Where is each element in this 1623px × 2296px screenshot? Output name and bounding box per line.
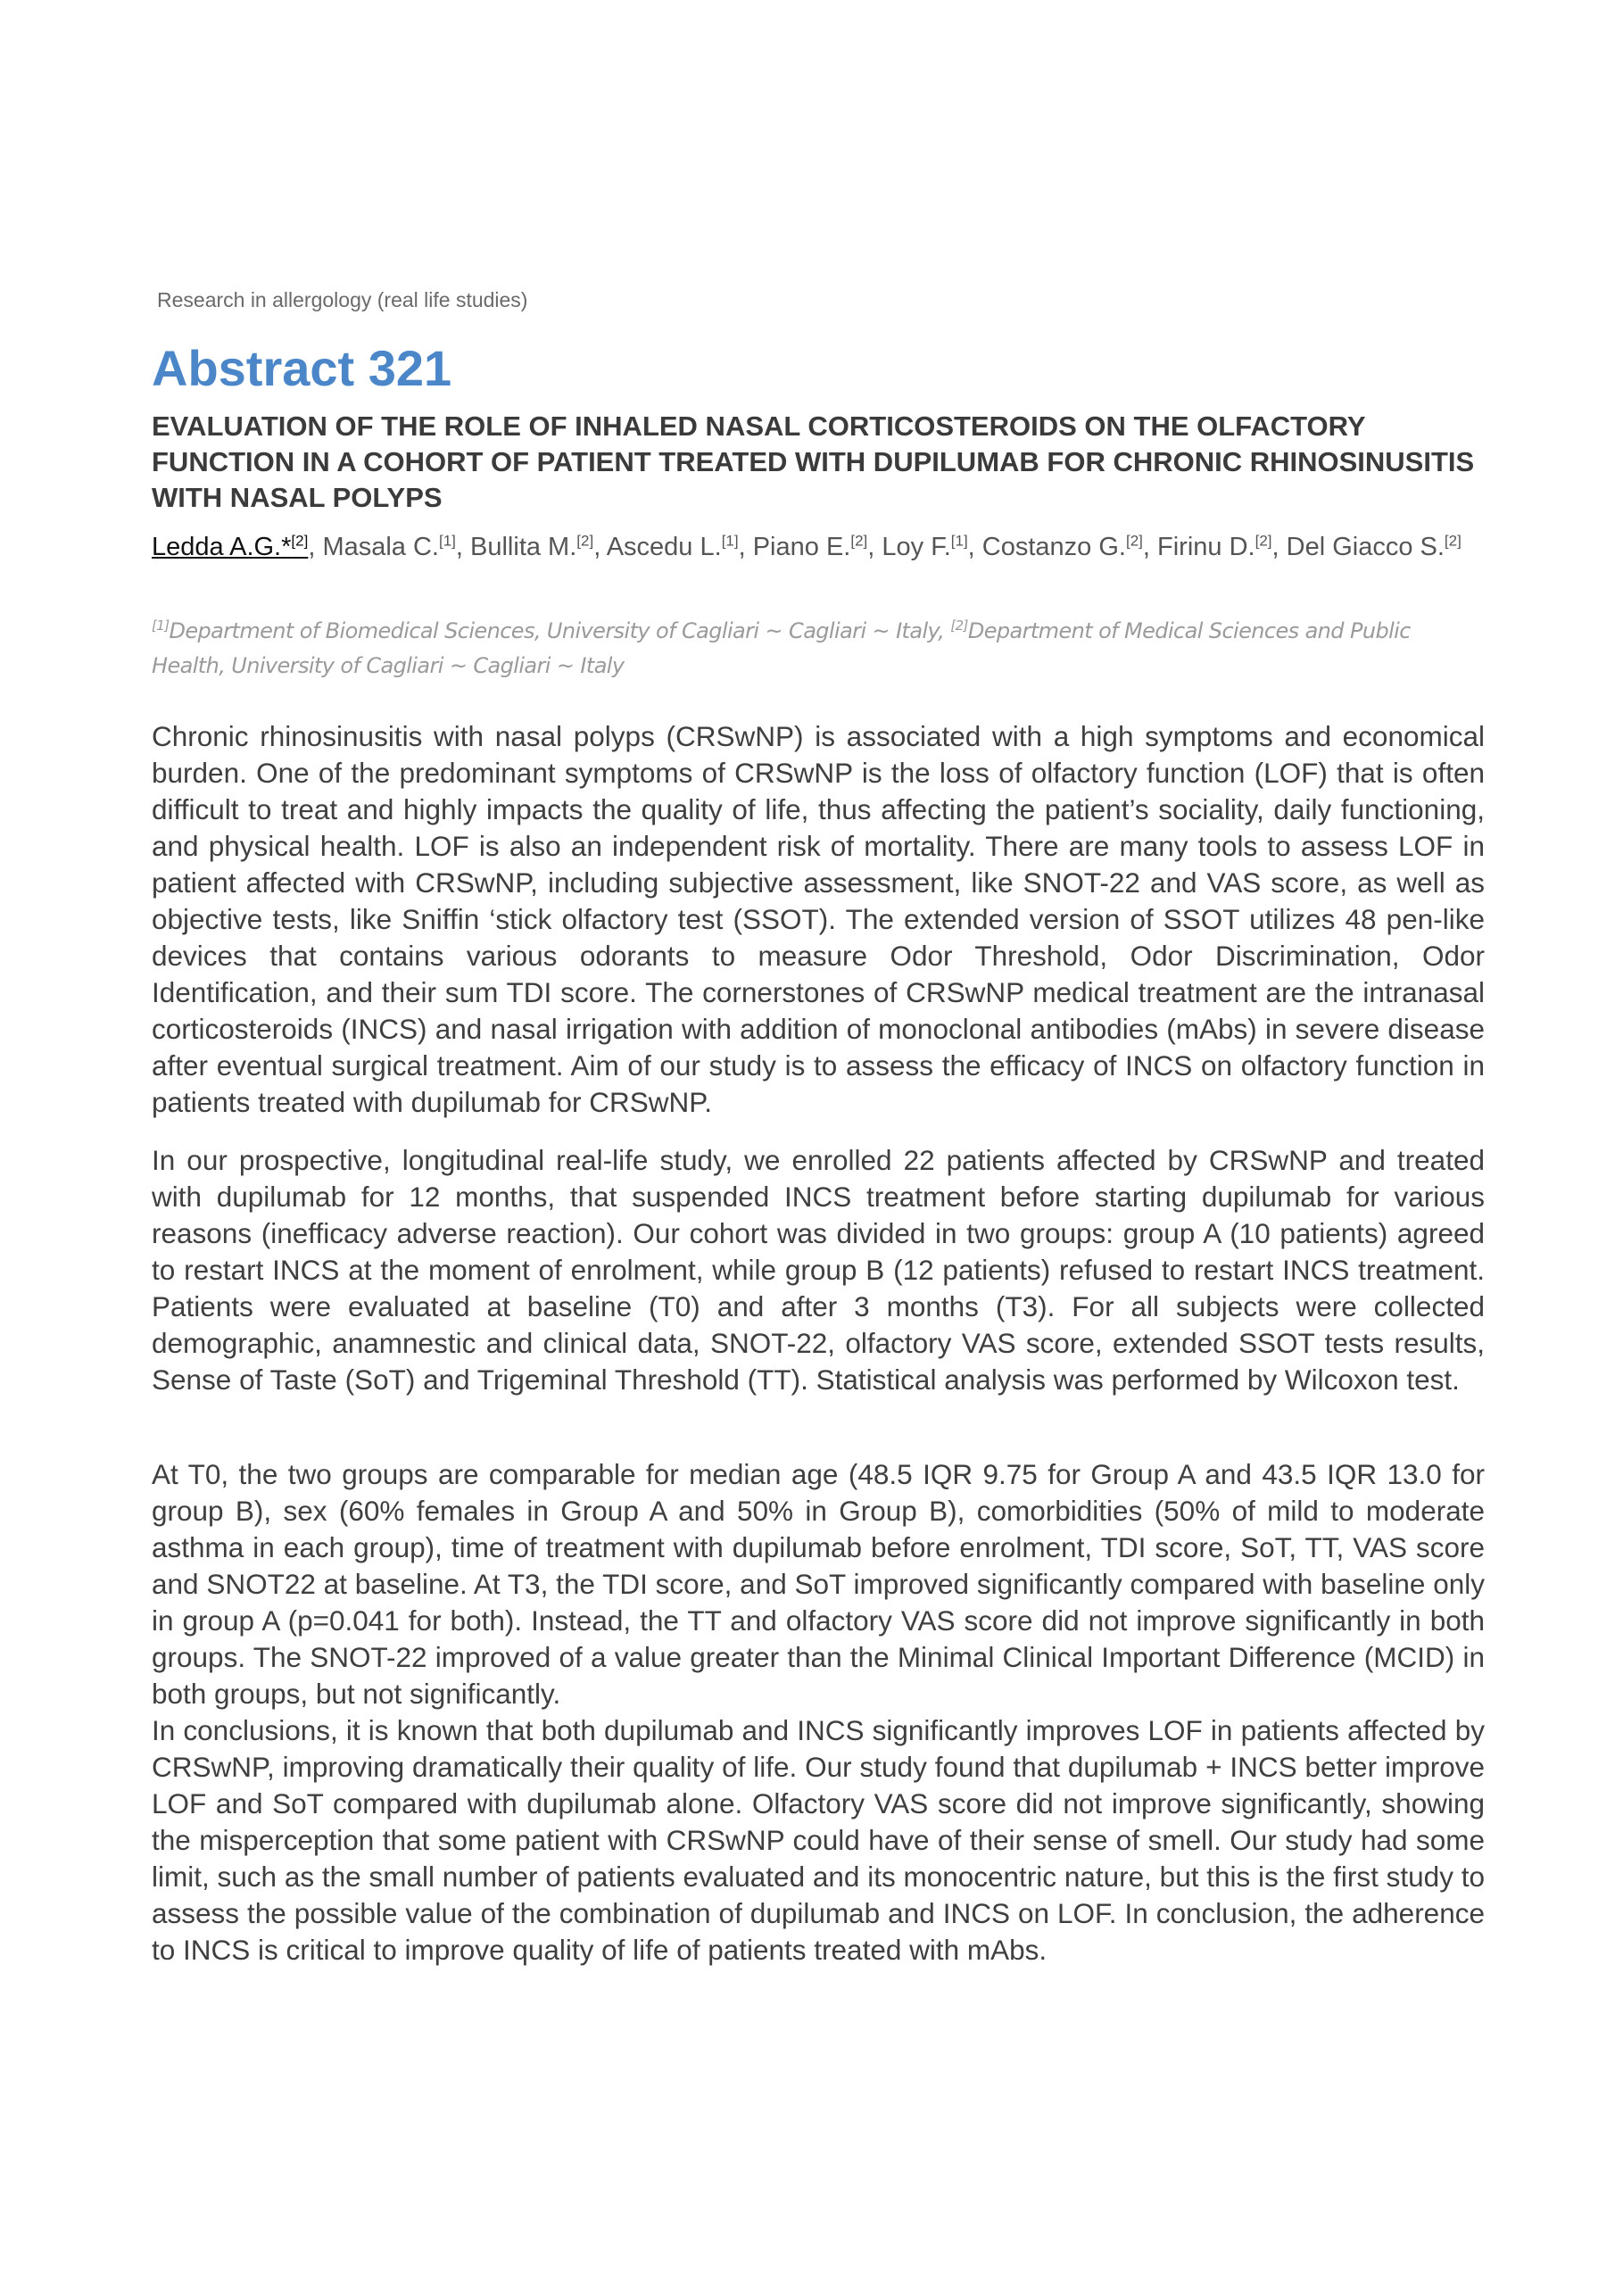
- author-affiliation-marker: [2]: [1444, 532, 1462, 550]
- author-name: Ledda A.G.*: [152, 533, 292, 561]
- background-paragraph: Chronic rhinosinusitis with nasal polyps (CRSwNP) is associated with a high symptoms and economical burden. One of the predominant symptoms of CRSwNP is the loss of olfactory function (LOF) that is often difficult to treat and highly impacts the quality of life, thus affecting the patient’s sociality, daily functioning, and physical health. LOF is also an independent risk of mortality. There are many tools to assess LOF in patient affected with CRSwNP, including subjective assessment, like SNOT-22 and VAS score, as well as objective tests, like Sniffin ‘stick olfactory test (SSOT). The extended version of SSOT utilizes 48 pen-like devices that contains various odorants to measure Odor Threshold, Odor Discrimination, Odor Identification, and their sum TDI score. The cornerstones of CRSwNP medical treatment are the intranasal corticosteroids (INCS) and nasal irrigation with addition of monoclonal antibodies (mAbs) in severe disease after eventual surgical treatment. Aim of our study is to assess the efficacy of INCS on olfactory function in patients treated with dupilumab for CRSwNP.: [152, 720, 1485, 1118]
- author-name: Piano E.: [752, 533, 851, 561]
- author-affiliation-marker: [1]: [950, 532, 968, 550]
- author-name: Ascedu L.: [606, 533, 722, 561]
- author-affiliation-marker: [1]: [721, 532, 739, 550]
- author-affiliation-marker: [2]: [1125, 532, 1143, 550]
- session-category: Research in allergology (real life studies): [157, 288, 528, 311]
- author-name: Firinu D.: [1157, 533, 1255, 561]
- affiliation-text: Department of Biomedical Sciences, University of Cagliari ~ Cagliari ~ Italy: [169, 618, 939, 643]
- abstract-title: EVALUATION OF THE ROLE OF INHALED NASAL CORTICOSTEROIDS ON THE OLFACTORY FUNCTION IN A COHORT OF PATIENT TREATED WITH DUPILUMAB FOR CHRONIC RHINOSINUSITIS WITH NASAL POLYPS: [152, 410, 1475, 513]
- author-name: Costanzo G.: [981, 533, 1126, 561]
- methods-paragraph: In our prospective, longitudinal real-life study, we enrolled 22 patients affected by CRSwNP and treated with dupilumab for 12 months, that suspended INCS treatment before starting dupilumab for various reasons (inefficacy adverse reaction). Our cohort was divided in two groups: group A (10 patients) agreed to restart INCS at the moment of enrolment, while group B (12 patients) refused to restart INCS treatment. Patients were evaluated at baseline (T0) and after 3 months (T3). For all subjects were collected demographic, anamnestic and clinical data, SNOT-22, olfactory VAS score, extended SSOT tests results, Sense of Taste (SoT) and Trigeminal Threshold (TT). Statistical analysis was performed by Wilcoxon test.: [152, 1144, 1485, 1396]
- affiliation-list: [1]Department of Biomedical Sciences, University of Cagliari ~ Cagliari ~ Italy, [2]Department of Medical Sciences and Public Health, University of Cagliari ~ Cagliari ~ Italy: [152, 618, 1411, 678]
- conclusions-paragraph: In conclusions, it is known that both dupilumab and INCS significantly improves LOF in patients affected by CRSwNP, improving dramatically their quality of life. Our study found that dupilumab + INCS better improve LOF and SoT compared with dupilumab alone. Olfactory VAS score did not improve significantly, showing the misperception that some patient with CRSwNP could have of their sense of smell. Our study had some limit, such as the small number of patients evaluated and its monocentric nature, but this is the first study to assess the possible value of the combination of dupilumab and INCS on LOF. In conclusion, the adherence to INCS is critical to improve quality of life of patients treated with mAbs.: [152, 1714, 1485, 1966]
- results-paragraph: At T0, the two groups are comparable for median age (48.5 IQR 9.75 for Group A and 43.5 IQR 13.0 for group B), sex (60% females in Group A and 50% in Group B), comorbidities (50% of mild to moderate asthma in each group), time of treatment with dupilumab before enrolment, TDI score, SoT, TT, VAS score and SNOT22 at baseline. At T3, the TDI score, and SoT improved significantly compared with baseline only in group A (p=0.041 for both). Instead, the TT and olfactory VAS score did not improve significantly in both groups. The SNOT-22 improved of a value greater than the Minimal Clinical Important Difference (MCID) in both groups, but not significantly.: [152, 1458, 1485, 1710]
- author-name: Loy F.: [882, 533, 951, 561]
- author-affiliation-marker: [2]: [1255, 532, 1272, 550]
- affiliation-marker: [2]: [950, 618, 968, 634]
- author-name: Masala C.: [322, 533, 439, 561]
- author-affiliation-marker: [2]: [576, 532, 594, 550]
- presenting-author: [152, 533, 308, 561]
- affiliation-marker: [1]: [152, 618, 170, 634]
- author-name: Del Giacco S.: [1286, 533, 1445, 561]
- affiliation-text: Department of Medical Sciences and Public Health, University of Cagliari ~ Cagliari ~ Italy: [152, 618, 1411, 678]
- abstract-number-heading: Abstract 321: [152, 340, 452, 396]
- author-affiliation-marker: [1]: [438, 532, 456, 550]
- author-affiliation-marker: [2]: [291, 532, 309, 550]
- author-affiliation-marker: [2]: [850, 532, 868, 550]
- author-list: Ledda A.G.*[2], Masala C.[1], Bullita M.[2], Ascedu L.[1], Piano E.[2], Loy F.[1], Costanzo G.[2], Firinu D.[2], Del Giacco S.[2]: [152, 532, 1462, 561]
- author-name: Bullita M.: [470, 533, 577, 561]
